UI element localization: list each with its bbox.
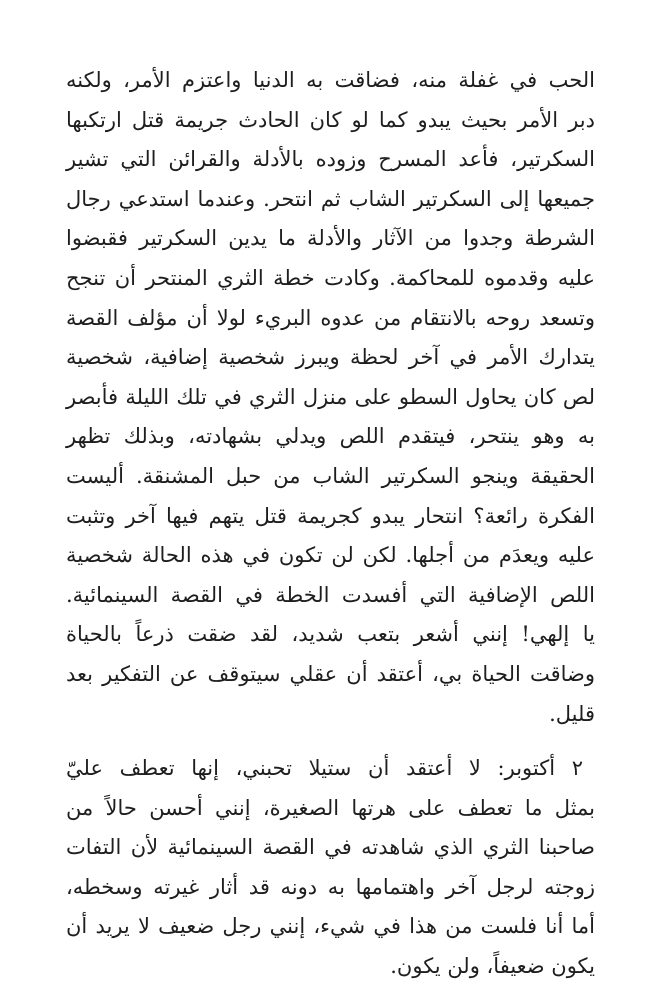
text-line: صاحبنا الثري الذي شاهدته في القصة السينمائية لأن التفات <box>66 835 595 860</box>
text-line: زوجته لرجل آخر واهتمامها به دونه قد أثار غيرته وسخطه، <box>66 874 595 899</box>
text-line: دبر الأمر بحيث يبدو كما لو كان الحادث جريمة قتل ارتكبها <box>66 107 595 132</box>
text-line: عليه وقدموه للمحاكمة. وكادت خطة الثري المنتحر أن تنجح <box>66 265 595 290</box>
text-line: يتدارك الأمر في آخر لحظة ويبرز شخصية إضافية، شخصية <box>66 345 595 370</box>
text-line: أما أنا فلست من هذا في شيء، إنني رجل ضعيف لا يريد أن <box>66 914 595 939</box>
text-line: يا إلهي! إنني أشعر بتعب شديد، لقد ضقت ذرعاً بالحياة <box>66 622 595 647</box>
text-line: بمثل ما تعطف على هرتها الصغيرة، إنني أحسن حالاً من <box>66 795 595 820</box>
text-line: الشرطة وجدوا من الآثار والأدلة ما يدين السكرتير فقبضوا <box>66 226 595 251</box>
text-line: وتسعد روحه بالانتقام من عدوه البريء لولا أن مؤلف القصة <box>66 305 595 330</box>
text-line: اللص الإضافية التي أفسدت الخطة في القصة السينمائية. <box>66 582 595 607</box>
text-line: الحب في غفلة منه، فضاقت به الدنيا واعتزم الأمر، ولكنه <box>66 68 595 92</box>
text-line: قليل. <box>549 701 595 726</box>
text-line: لص كان يحاول السطو على منزل الثري في تلك الليلة فأبصر <box>66 384 595 409</box>
text-line: عليه ويعدَم من أجلها. لكن لن تكون في هذه الحالة شخصية <box>66 543 595 568</box>
text-line: ٢ أكتوبر: لا أعتقد أن ستيلا تحبني، إنها تعطف عليّ <box>66 756 583 781</box>
text-line: السكرتير، فأعد المسرح وزوده بالأدلة والقرائن التي تشير <box>66 147 595 172</box>
text-line: به وهو ينتحر، فيتقدم اللص ويدلي بشهادته، وبذلك تظهر <box>66 424 595 449</box>
paragraph-story <box>66 61 595 734</box>
paragraph-spacer <box>66 734 595 749</box>
paragraph-diary-entry <box>66 749 595 987</box>
text-line: الحقيقة وينجو السكرتير الشاب من حبل المشنقة. أليست <box>66 463 595 488</box>
text-line: يكون ضعيفاً، ولن يكون. <box>390 954 595 979</box>
text-line: الفكرة رائعة؟ انتحار يبدو كجريمة قتل يتهم فيها آخر وتثبت <box>66 503 595 528</box>
text-line: وضاقت الحياة بي، أعتقد أن عقلي سيتوقف عن التفكير بعد <box>66 661 595 686</box>
text-line: جميعها إلى السكرتير الشاب ثم انتحر. وعندما استدعي رجال <box>66 186 595 211</box>
